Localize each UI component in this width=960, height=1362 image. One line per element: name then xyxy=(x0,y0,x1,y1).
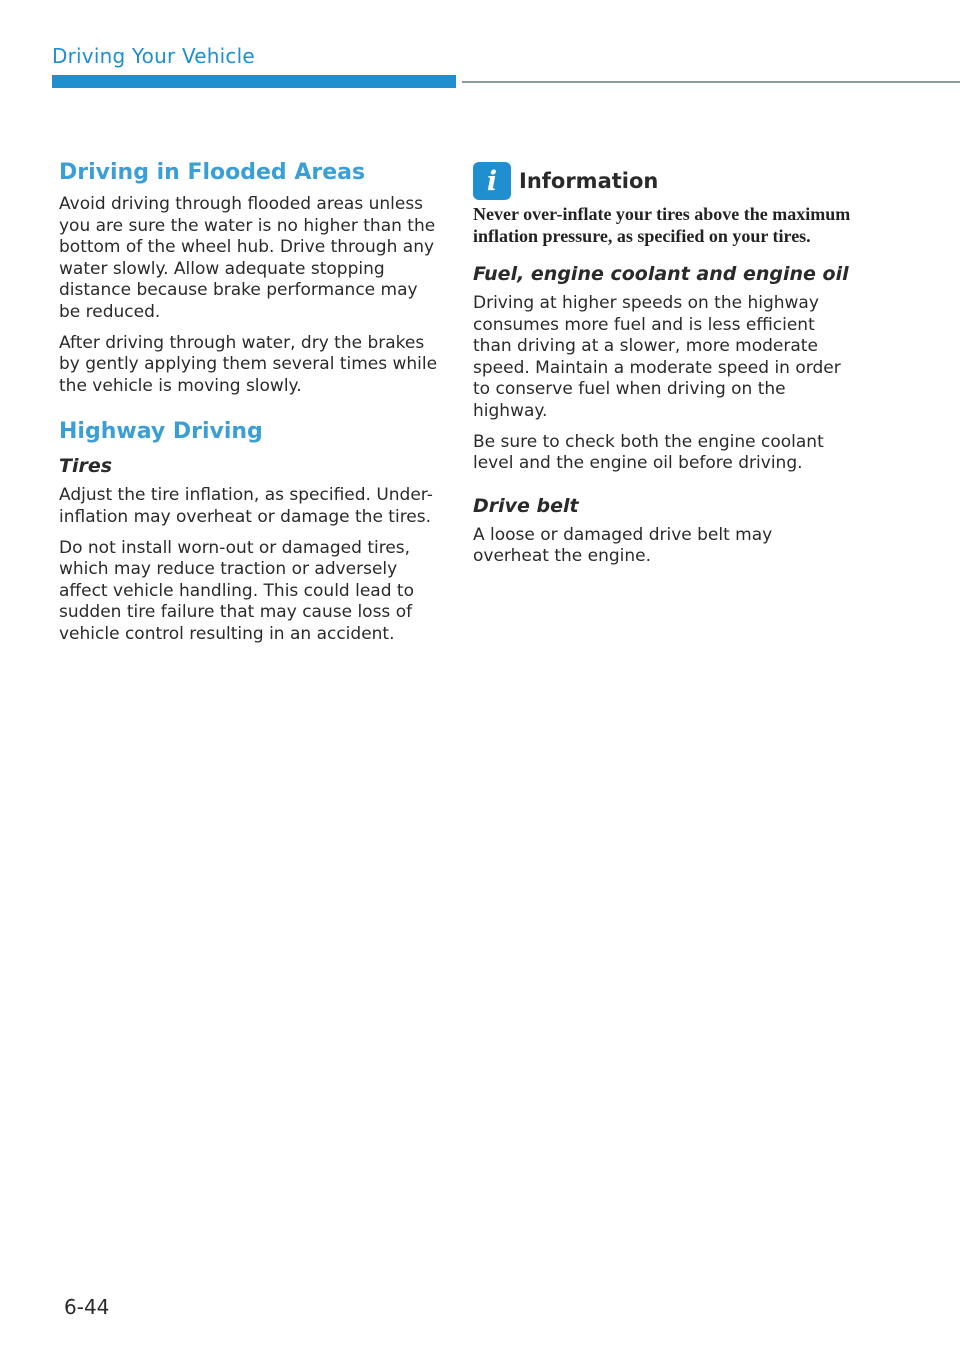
page-number: 6-44 xyxy=(64,1295,110,1319)
left-column xyxy=(59,158,439,655)
information-icon: i xyxy=(473,162,511,200)
information-text: Never over-inflate your tires above the maximum inflation pressure, as specified on your tires. xyxy=(473,204,851,246)
paragraph-tires-2: Do not install worn-out or damaged tires, which may reduce traction or adversely affect vehicle handling. This could lead to sudden tire failure that may cause loss of vehicle control resulting in an accident. xyxy=(59,537,414,644)
paragraph-flooded-2: After driving through water, dry the brakes by gently applying them several times while the vehicle is moving slowly. xyxy=(59,332,438,396)
chapter-title: Driving Your Vehicle xyxy=(52,44,255,68)
paragraph-drive-belt: A loose or damaged drive belt may overheat the engine. xyxy=(473,524,773,567)
section-title-highway-driving: Highway Driving xyxy=(59,419,263,445)
paragraph-flooded-1: Avoid driving through flooded areas unless you are sure the water is no higher than the bottom of the wheel hub. Drive through any water slowly. Allow adequate stopping distance because brake performance may be reduced. xyxy=(59,194,436,322)
information-box-header xyxy=(473,160,853,202)
paragraph-fuel-1: Driving at higher speeds on the highway consumes more fuel and is less efficient than driving at a slower, more moderate speed. Maintain a moderate speed in order to conserve fuel when driving on the highway. xyxy=(473,293,841,421)
right-column xyxy=(473,160,853,577)
section-title-flooded-areas: Driving in Flooded Areas xyxy=(59,160,366,185)
header-accent-bar xyxy=(52,75,456,88)
subsection-title-fuel-coolant-oil: Fuel, engine coolant and engine oil xyxy=(473,263,849,285)
subsection-title-tires: Tires xyxy=(59,455,113,478)
paragraph-tires-1: Adjust the tire inflation, as specified. Under-inflation may overheat or damage the tires. xyxy=(59,485,433,527)
paragraph-fuel-2: Be sure to check both the engine coolant level and the engine oil before driving. xyxy=(473,431,824,474)
information-title: Information xyxy=(519,169,659,193)
subsection-title-drive-belt: Drive belt xyxy=(473,494,579,517)
header-divider-line xyxy=(462,81,960,83)
